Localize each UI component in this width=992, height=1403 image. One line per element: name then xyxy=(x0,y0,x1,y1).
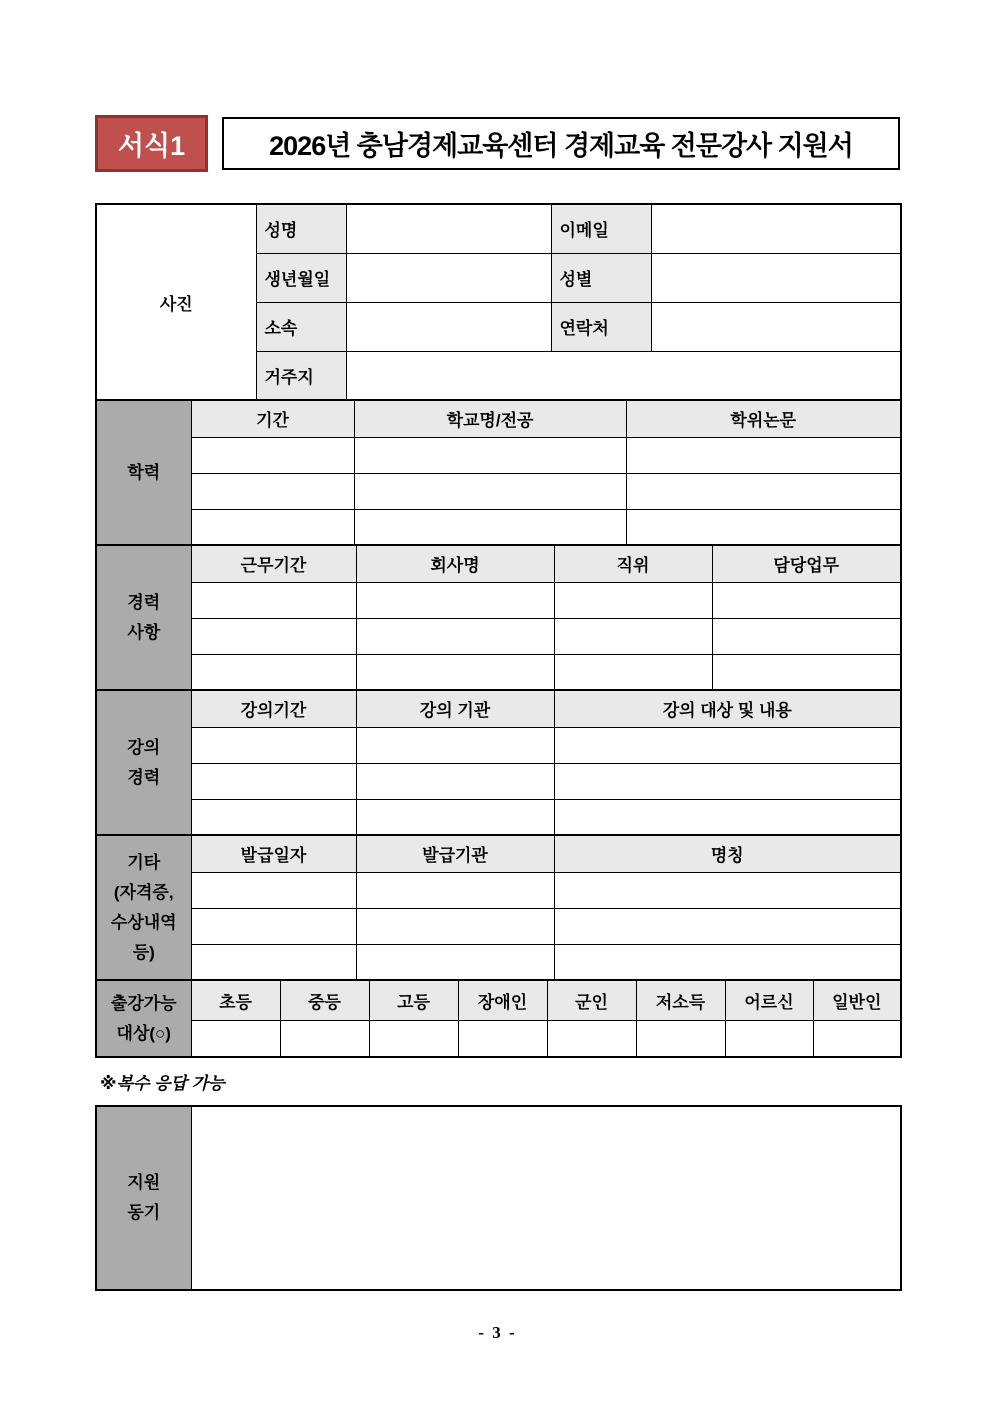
motivation-section-label: 지원 동기 xyxy=(96,1106,191,1290)
career-cell xyxy=(191,618,356,654)
motivation-section xyxy=(95,1105,902,1291)
career-cell xyxy=(554,582,712,618)
etc-cell xyxy=(554,944,901,980)
education-cell xyxy=(191,473,354,509)
career-cell xyxy=(356,618,554,654)
document-header xyxy=(95,115,900,172)
career-col-duty: 담당업무 xyxy=(712,545,901,582)
teachable-check-cell xyxy=(725,1020,813,1057)
etc-col-issue-date: 발급일자 xyxy=(191,835,356,872)
lecture-cell xyxy=(191,763,356,799)
career-col-position: 직위 xyxy=(554,545,712,582)
career-cell xyxy=(554,618,712,654)
education-cell xyxy=(191,509,354,545)
career-cell xyxy=(554,654,712,690)
lecture-cell xyxy=(191,799,356,835)
teachable-col-elementary: 초등 xyxy=(191,980,280,1020)
career-cell xyxy=(356,654,554,690)
email-label: 이메일 xyxy=(551,204,651,253)
residence-label: 거주지 xyxy=(256,351,346,400)
teachable-col-middle: 중등 xyxy=(280,980,369,1020)
teachable-section-label: 출강가능 대상(○) xyxy=(96,980,191,1057)
education-cell xyxy=(354,509,626,545)
lecture-col-institution: 강의 기관 xyxy=(356,690,554,727)
etc-cell xyxy=(356,872,554,908)
lecture-col-period: 강의기간 xyxy=(191,690,356,727)
motivation-value-cell xyxy=(191,1106,901,1290)
affiliation-value-cell xyxy=(346,302,551,351)
form-number-badge: 서식1 xyxy=(95,115,208,172)
affiliation-label: 소속 xyxy=(256,302,346,351)
education-cell xyxy=(626,437,901,473)
lecture-cell xyxy=(554,763,901,799)
teachable-col-disabled: 장애인 xyxy=(458,980,547,1020)
education-col-thesis: 학위논문 xyxy=(626,400,901,437)
lecture-col-audience: 강의 대상 및 내용 xyxy=(554,690,901,727)
lecture-cell xyxy=(356,727,554,763)
lecture-cell xyxy=(356,763,554,799)
career-cell xyxy=(712,618,901,654)
career-section xyxy=(95,544,902,691)
teachable-check-cell xyxy=(547,1020,636,1057)
education-section-label: 학력 xyxy=(96,400,191,545)
multiple-answers-note: ※복수 응답 가능 xyxy=(100,1074,225,1093)
career-cell xyxy=(712,582,901,618)
birthdate-value-cell xyxy=(346,253,551,302)
career-col-period: 근무기간 xyxy=(191,545,356,582)
etc-cell xyxy=(356,944,554,980)
personal-info-section xyxy=(95,203,902,401)
gender-value-cell xyxy=(651,253,901,302)
career-cell xyxy=(712,654,901,690)
etc-cell xyxy=(554,872,901,908)
name-value-cell xyxy=(346,204,551,253)
etc-cell xyxy=(191,908,356,944)
lecture-section-label: 강의 경력 xyxy=(96,690,191,835)
etc-section-label: 기타 (자격증, 수상내역 등) xyxy=(96,835,191,980)
teachable-col-military: 군인 xyxy=(547,980,636,1020)
teachable-check-cell xyxy=(458,1020,547,1057)
teachable-section xyxy=(95,979,902,1058)
teachable-check-cell xyxy=(636,1020,725,1057)
education-cell xyxy=(626,473,901,509)
contact-label: 연락처 xyxy=(551,302,651,351)
etc-cell xyxy=(554,908,901,944)
photo-cell: 사진 xyxy=(96,204,256,400)
career-cell xyxy=(356,582,554,618)
document-title: 2026년 충남경제교육센터 경제교육 전문강사 지원서 xyxy=(222,117,900,170)
career-cell xyxy=(191,654,356,690)
teachable-check-cell xyxy=(813,1020,901,1057)
lecture-cell xyxy=(554,799,901,835)
email-value-cell xyxy=(651,204,901,253)
lecture-cell xyxy=(554,727,901,763)
education-col-period: 기간 xyxy=(191,400,354,437)
education-cell xyxy=(626,509,901,545)
teachable-check-cell xyxy=(191,1020,280,1057)
etc-section xyxy=(95,834,902,981)
birthdate-label: 생년월일 xyxy=(256,253,346,302)
etc-col-name: 명칭 xyxy=(554,835,901,872)
etc-col-issuer: 발급기관 xyxy=(356,835,554,872)
career-cell xyxy=(191,582,356,618)
lecture-cell xyxy=(356,799,554,835)
teachable-col-general: 일반인 xyxy=(813,980,901,1020)
page-number: - 3 - xyxy=(478,1323,517,1342)
teachable-col-senior: 어르신 xyxy=(725,980,813,1020)
teachable-col-low-income: 저소득 xyxy=(636,980,725,1020)
etc-cell xyxy=(191,872,356,908)
lecture-section xyxy=(95,689,902,836)
gender-label: 성별 xyxy=(551,253,651,302)
teachable-col-high: 고등 xyxy=(369,980,458,1020)
teachable-check-cell xyxy=(369,1020,458,1057)
etc-cell xyxy=(356,908,554,944)
career-col-company: 회사명 xyxy=(356,545,554,582)
education-col-school: 학교명/전공 xyxy=(354,400,626,437)
education-cell xyxy=(354,473,626,509)
contact-value-cell xyxy=(651,302,901,351)
lecture-cell xyxy=(191,727,356,763)
residence-value-cell xyxy=(346,351,901,400)
education-cell xyxy=(354,437,626,473)
career-section-label: 경력 사항 xyxy=(96,545,191,690)
teachable-check-cell xyxy=(280,1020,369,1057)
etc-cell xyxy=(191,944,356,980)
education-section xyxy=(95,399,902,546)
education-cell xyxy=(191,437,354,473)
name-label: 성명 xyxy=(256,204,346,253)
